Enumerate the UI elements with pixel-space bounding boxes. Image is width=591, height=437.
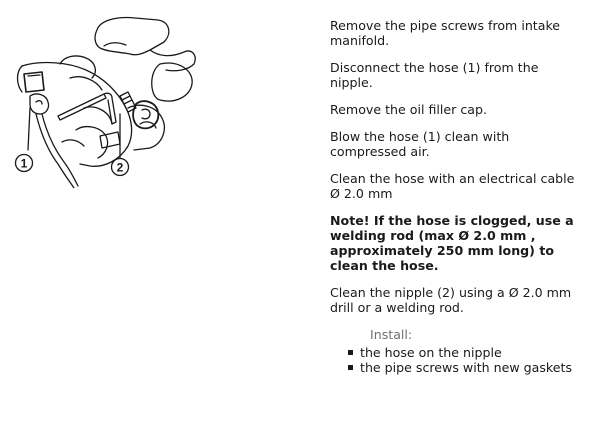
- callout-2: [112, 159, 129, 176]
- step-clean-hose-cable: Clean the hose with an electrical cable Ø 2.0 mm: [330, 171, 575, 201]
- svg-text:1: 1: [20, 156, 28, 171]
- svg-text:2: 2: [116, 160, 124, 175]
- hose-and-nipple-illustration: [0, 12, 200, 188]
- step-disconnect-hose: Disconnect the hose (1) from the nipple.: [330, 60, 539, 90]
- install-item-pipe-screws: the pipe screws with new gaskets: [348, 360, 580, 375]
- step-remove-pipe-screws: Remove the pipe screws from intake manifold.: [330, 18, 561, 48]
- step-blow-hose-clean: Blow the hose (1) clean with compressed air.: [330, 129, 510, 159]
- install-item-hose: the hose on the nipple: [348, 345, 580, 360]
- callout-1: [16, 155, 33, 172]
- install-label: Install:: [370, 327, 413, 342]
- step-clean-nipple: Clean the nipple (2) using a Ø 2.0 mm drill or a welding rod.: [330, 285, 572, 315]
- instruction-steps: [330, 18, 580, 375]
- install-list: [330, 345, 580, 375]
- step-remove-filler-cap: Remove the oil filler cap.: [330, 102, 487, 117]
- clogged-hose-note: Note! If the hose is clogged, use a welding rod (max Ø 2.0 mm , approximately 250 mm long) to clean the hose.: [330, 213, 574, 273]
